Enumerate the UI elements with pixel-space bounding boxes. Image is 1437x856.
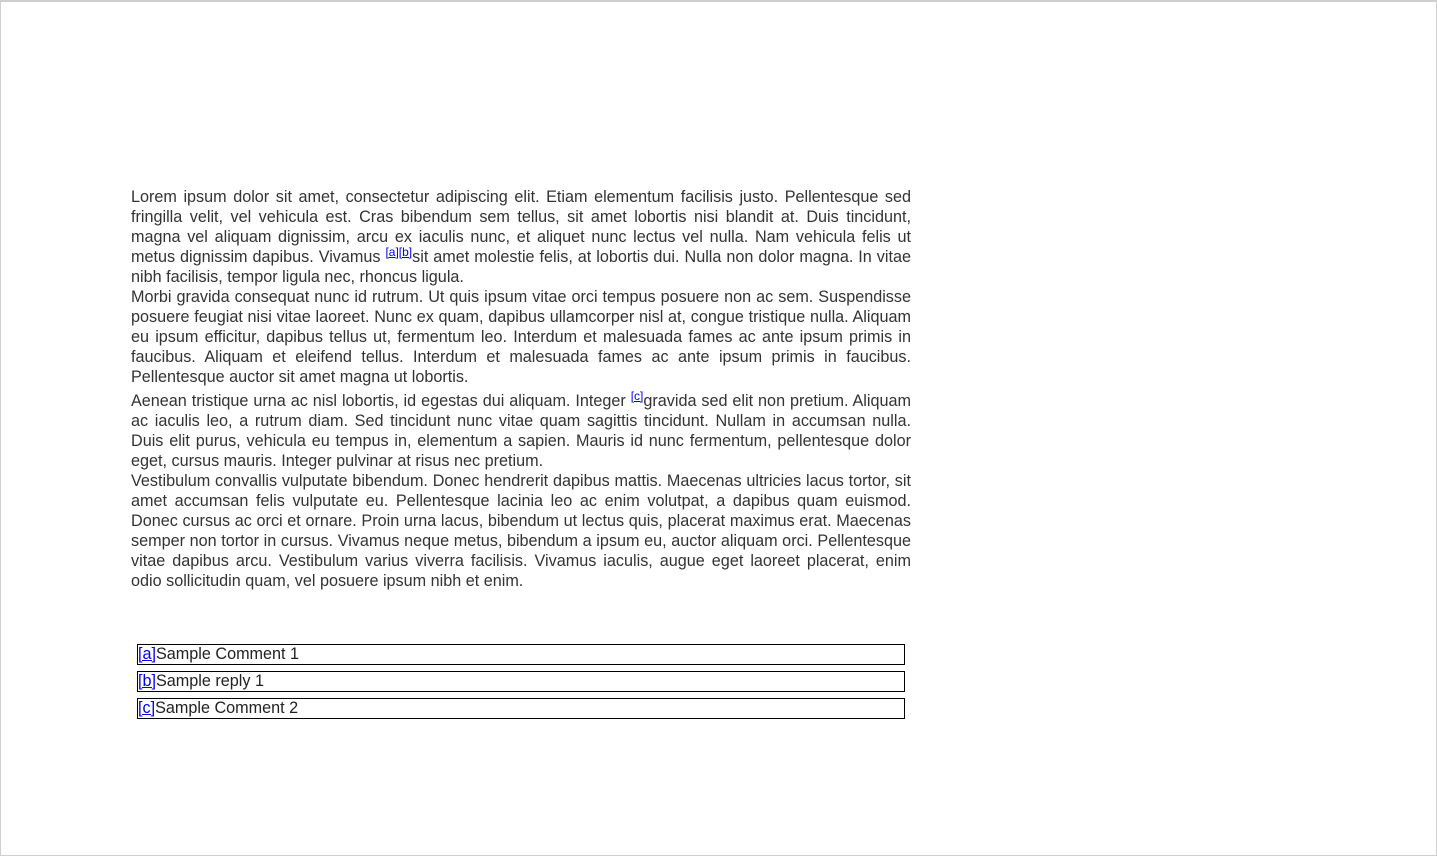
paragraph-3-text-before: Aenean tristique urna ac nisl lobortis, id egestas dui aliquam. Integer (131, 392, 631, 410)
comment-anchor-c[interactable]: [c] (630, 389, 644, 403)
comment-anchor-a[interactable]: [a] (385, 245, 399, 259)
comment-3 (137, 698, 905, 719)
paragraph-1 (131, 187, 911, 287)
comment-anchors-c (631, 389, 644, 403)
paragraph-1-text-before: Lorem ipsum dolor sit amet, consectetur adipiscing elit. Etiam elementum facilisis justo. Pellentesque sed fringilla velit, vel vehicula est. Cras bibendum sem tellus, sit amet lobortis nisi blandit at. Duis tincidunt, magna vel aliquam dignissim, arcu ex iaculis nunc, et aliquet nunc lectus vel nulla. Nam vehicula felis ut metus dignissim dapibus. Vivamus (131, 188, 911, 266)
paragraph-3-text-after: gravida sed elit non pretium. Aliquam ac iaculis leo, a rutrum diam. Sed tincidunt nunc vitae quam sagittis tincidunt. Nullam in accumsan nulla. Duis elit purus, vehicula eu tempus in, elementum a sapien. Mauris id nunc fermentum, pellentesque dolor eget, cursus mauris. Integer pulvinar at risus nec pretium. (131, 392, 911, 470)
comment-3-ref-link[interactable]: [c] (138, 699, 156, 717)
document-body (131, 187, 911, 591)
paragraph-1-text-after: sit amet molestie felis, at lobortis dui. Nulla non dolor magna. In vitae nibh facilisis, tempor ligula nec, rhoncus ligula. (131, 248, 911, 286)
comment-2 (137, 671, 905, 692)
paragraph-3 (131, 391, 911, 471)
paragraph-2: Morbi gravida consequat nunc id rutrum. Ut quis ipsum vitae orci tempus posuere non ac sem. Suspendisse posuere feugiat nisi vitae laoreet. Nunc ex quam, dapibus ullamcorper nisl at, congue tristique nulla. Aliquam eu ipsum efficitur, dapibus tellus ut, fermentum leo. Interdum et malesuada fames ac ante ipsum primis in faucibus. Aliquam et eleifend tellus. Interdum et malesuada fames ac ante ipsum primis in faucibus. Pellentesque auctor sit amet magna ut lobortis. (131, 288, 911, 386)
comment-anchor-b[interactable]: [b] (398, 245, 413, 259)
comment-1-text: Sample Comment 1 (156, 645, 300, 663)
paragraph-4: Vestibulum convallis vulputate bibendum. Donec hendrerit dapibus mattis. Maecenas ultricies lacus tortor, sit amet accumsan felis vulputate eu. Pellentesque lacinia leo ac enim volutpat, a dapibus quam euismod. Donec cursus ac orci et ornare. Proin urna lacus, bibendum ut lectus quis, placerat maximus erat. Maecenas semper non tortor in cursus. Vivamus neque metus, bibendum a ipsum eu, auctor aliquam orci. Pellentesque vitae dapibus arcu. Vestibulum varius viverra facilisis. Vivamus iaculis, augue eget laoreet placerat, enim odio sollicitudin quam, vel posuere ipsum nibh et enim. (131, 472, 911, 590)
comments-section (137, 644, 905, 725)
comment-anchors-ab (385, 245, 412, 259)
comment-3-text: Sample Comment 2 (155, 699, 299, 717)
comment-2-ref-link[interactable]: [b] (138, 672, 156, 690)
comment-1-ref-link[interactable]: [a] (138, 645, 156, 663)
comment-1 (137, 644, 905, 665)
comment-2-text: Sample reply 1 (156, 672, 264, 690)
